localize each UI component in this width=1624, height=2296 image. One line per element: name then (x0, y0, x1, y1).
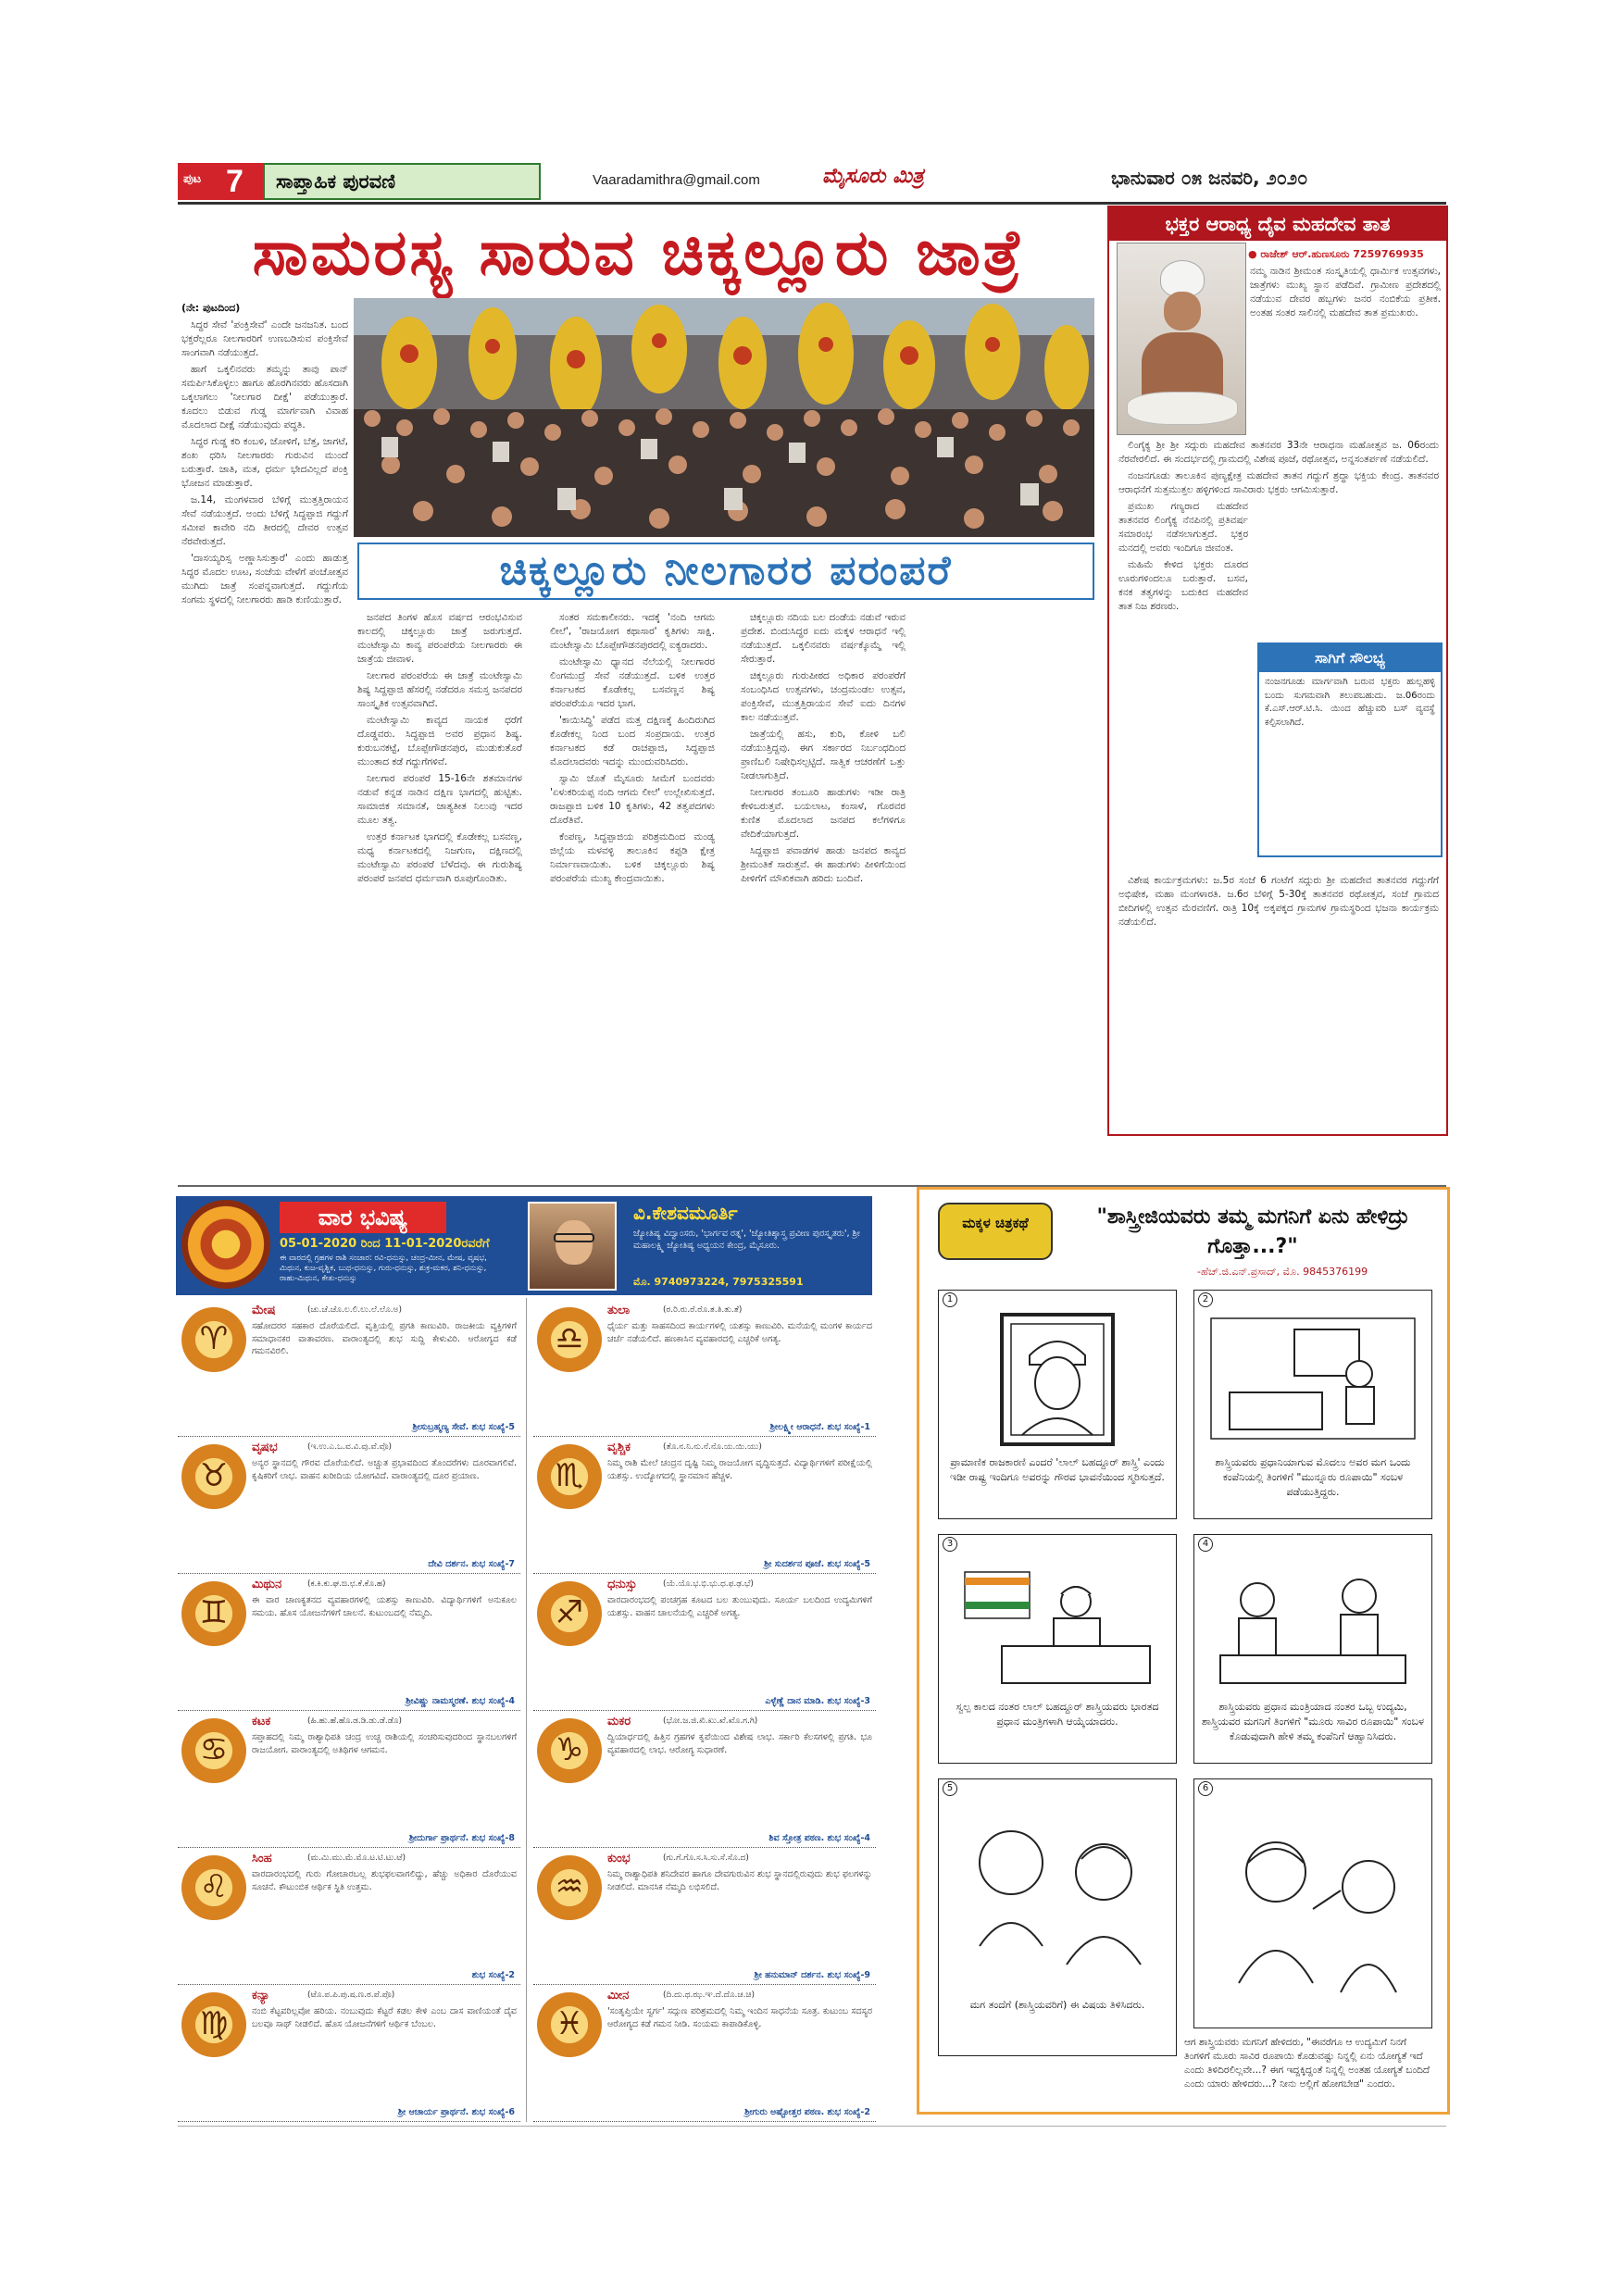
paragraph: ನಂಜನಗೂಡು ತಾಲೂಕಿನ ಪುಣ್ಯಕ್ಷೇತ್ರ ಮಹದೇವ ತಾತನ ಗದ್ದುಗೆ ಶ್ರದ್ಧಾ ಭಕ್ತಿಯ ಕೇಂದ್ರ. ತಾತನವರ ಆರಾಧನೆಗೆ ಸುತ್ತಮುತ್ತಲ ಹಳ್ಳಿಗಳಿಂದ ಸಾವಿರಾರು ಭಕ್ತರು ಆಗಮಿಸುತ್ತಾರೆ. (1118, 470, 1439, 495)
paragraph: 'ದಾಸಯ್ಯರಿಸ್ಸ ಅಣ್ಣಾಸಿಸುತ್ತಾರೆ' ಎಂದು ಹಾಡುತ್ತ ಸಿದ್ಧರ ಮೊದಲ ಊಟ, ಸಂಜೆಯ ವೇಳೆಗೆ ಪಂಚೋತ್ಸವ ಮುಗಿದು ಜಾತ್ರೆ ಸಂಪನ್ನವಾಗುತ್ತದೆ. ಗದ್ದುಗೆಯ ಸಂಗಮ ಸ್ಥಳದಲ್ಲಿ ನೀಲಗಾರರು ಹಾಡಿ ಕುಣಿಯುತ್ತಾರೆ. (181, 553, 348, 605)
sign-letters: (ರ.ರಿ.ರು.ರೆ.ರೊ.ತ.ತಿ.ತು.ತೆ) (663, 1305, 743, 1315)
sign-name: ಮಿಥುನ (252, 1578, 282, 1591)
sign-letters: (ಕ.ಕಿ.ಕು.ಘ.ಙ.ಛ.ಕೆ.ಕೊ.ಹ) (307, 1579, 386, 1589)
paragraph: ನೀಲಗಾರ ಪರಂಪರೆ 15-16ನೇ ಶತಮಾನಗಳ ನಡುವೆ ಕನ್ನಡ ನಾಡಿನ ದಕ್ಷಿಣ ಭಾಗದಲ್ಲಿ ಹುಟ್ಟಿತು. ಸಾಮಾಜಿಕ ಸಮಾನತೆ, ಜಾತ್ಯತೀತ ನಿಲುವು ಇದರ ಮೂಲ ತತ್ವ. (357, 773, 522, 826)
paragraph: 'ಕಾಯಿಸಿದ್ಧಿ' ಪಡೆದ ಮತ್ತ ದಕ್ಷಿಣಕ್ಕೆ ಹಿಂದಿರುಗಿದ ಕೊಡೇಕಲ್ಲ ನಿಂದ ಬಂದ ಸಂಪ್ರದಾಯ. ಉತ್ತರ ಕರ್ನಾಟಕದ ಕಡೆ ರಾಚಪ್ಪಾಜಿ, ಸಿದ್ಧಪ್ಪಾಜಿ ಮೊದಲಾದವರು ಇದನ್ನು ಮುಂದುವರಿಸಿದರು. (550, 715, 715, 767)
comic-credit: -ಹೆಚ್.ಜಿ.ಎನ್.ಪ್ರಸಾದ್, ಮೊ. 9845376199 (1197, 1266, 1368, 1278)
sign-letters: (ಟೊ.ಪ.ಪಿ.ಪು.ಷ.ಣ.ಠ.ಪೆ.ಪೊ) (307, 1990, 395, 2000)
sign-name: ಧನುಸ್ಸು (607, 1578, 638, 1591)
sign-prediction: ವಾರದಾರಂಭದಲ್ಲಿ ಪಂಚಗ್ರಹ ಕೂಟದ ಬಲ ತುಂಬುವುದು. ಸೂರ್ಯ ಬಲದಿಂದ ಉದ್ಯಮಿಗಳಿಗೆ ಯಶಸ್ಸು. ವಾಹನ ಚಾಲನೆಯಲ್ಲಿ ಎಚ್ಚರಿಕೆ ಅಗತ್ಯ. (607, 1595, 872, 1618)
sign-prediction: ನಿಮ್ಮ ರಾಶ್ಯಾಧಿಪತಿ ಶನಿದೇವರ ಹಾಗೂ ದೇವಗುರುವಿನ ಶುಭ ಸ್ಥಾನದಲ್ಲಿರುವುದು ಶುಭ ಫಲಗಳನ್ನು ನೀಡಲಿದೆ. ಮಾನಸಿಕ ನೆಮ್ಮದಿ ಲಭಿಸಲಿದೆ. (607, 1869, 872, 1892)
header-rule (178, 202, 1446, 205)
sign-prediction: ಈ ವಾರ ಚಾಣಕ್ಯತನದ ವ್ಯವಹಾರಗಳಲ್ಲಿ ಯಶಸ್ಸು ಕಾಣುವಿರಿ. ವಿದ್ಯಾರ್ಥಿಗಳಿಗೆ ಅನುಕೂಲ ಸಮಯ. ಹೊಸ ಯೋಜನೆಗಳಿಗೆ ಚಾಲನೆ. ಕುಟುಂಬದಲ್ಲಿ ನೆಮ್ಮದಿ. (252, 1595, 517, 1618)
comic-title: "ಶಾಸ್ತ್ರೀಜಿಯವರು ತಮ್ಮ ಮಗನಿಗೆ ಏನು ಹೇಳಿದ್ರು ಗೊತ್ತಾ...?" (1096, 1205, 1409, 1258)
zodiac-sign-block (533, 1574, 876, 1711)
zodiac-sign-block (533, 1711, 876, 1848)
zodiac-sign-block (533, 1437, 876, 1574)
zodiac-icon: ♒ (537, 1855, 602, 1920)
sign-remedy: ದೇವಿ ದರ್ಶನ. ಶುಭ ಸಂಖ್ಯೆ-7 (428, 1559, 515, 1569)
comic-panel-5 (938, 1778, 1177, 2056)
sign-prediction: ಅನ್ಯರ ಸ್ಥಾನದಲ್ಲಿ ಗೌರವ ದೊರೆಯಲಿದೆ. ಅಚ್ಚುತ ಪ್ರಭಾವದಿಂದ ತೊಂದರೆಗಳು ದೂರವಾಗಲಿವೆ. ಕೃಷಿಕರಿಗೆ ಲಾಭ. ವಾಹನ ಖರೀದಿಯ ಯೋಗವಿದೆ. ವಾರಾಂತ್ಯದಲ್ಲಿ ದೂರ ಪ್ರಯಾಣ. (252, 1458, 517, 1481)
sign-name: ವೃಷಭ (252, 1441, 278, 1454)
paragraph: ಸಂತರ ಸಮಕಾಲೀನರು. ಇದಕ್ಕೆ 'ನಂದಿ ಆಗಮ ಲೀಲೆ', 'ರಾಜಯೋಗ ಕಥಾಸಾರ' ಕೃತಿಗಳು ಸಾಕ್ಷಿ. ಮಂಟೇಸ್ವಾಮಿ ಬೊಪ್ಪೇಗೌಡನಪುರದಲ್ಲಿ ಐಕ್ಯರಾದರು. (550, 612, 715, 651)
zodiac-icon: ♍ (181, 1992, 246, 2057)
paragraph: ಕೆಂಪಣ್ಣ, ಸಿದ್ಧಪ್ಪಾಜಿಯ ಪರಿಶ್ರಮದಿಂದ ಮಂಡ್ಯ ಜಿಲ್ಲೆಯ ಮಳವಳ್ಳಿ ತಾಲೂಕಿನ ಕಪ್ಪಡಿ ಕ್ಷೇತ್ರ ನಿರ್ಮಾಣವಾಯಿತು. ಬಳಿಕ ಚಿಕ್ಕಲ್ಲೂರು ಶಿಷ್ಯ ಪರಂಪರೆಯ ಮುಖ್ಯ ಕೇಂದ್ರವಾಯಿತು. (550, 831, 715, 884)
comic-panel-4 (1193, 1534, 1432, 1764)
paragraph: ನೀಲಗಾರರ ತಂಬೂರಿ ಹಾಡುಗಳು ಇಡೀ ರಾತ್ರಿ ಕೇಳಿಬರುತ್ತವೆ. ಬಯಲಾಟ, ಕಂಸಾಳೆ, ಗೊರವರ ಕುಣಿತ ಮೊದಲಾದ ಜನಪದ ಕಲೆಗಳಿಗೂ ವೇದಿಕೆಯಾಗುತ್ತದೆ. (741, 787, 906, 840)
issue-date: ಭಾನುವಾರ ೦೫ ಜನವರಿ, ೨೦೨೦ (1111, 167, 1308, 189)
sign-remedy: ಶ್ರೀಸುಬ್ರಹ್ಮಣ್ಯ ಸೇವೆ. ಶುಭ ಸಂಖ್ಯೆ-5 (412, 1422, 515, 1432)
zodiac-sign-block (178, 1985, 520, 2122)
comic-tag: ಮಕ್ಕಳ ಚಿತ್ರಕಥೆ (938, 1203, 1053, 1260)
paragraph: ಹಾಗೆ ಒಕ್ಕಲಿನವರು ತಮ್ಮನ್ನು ತಾವು ಪಾನ್ ಸಮರ್ಪಿಸಿಕೊಳ್ಳಲು ಹಾಗೂ ಹೊರಗಿನವರು ಹೊಸದಾಗಿ ಒಕ್ಕಲಾಗಲು 'ನೀಲಗಾರ ದೀಕ್ಷೆ' ಪಡೆಯುತ್ತಾರೆ. ಕೂದಲು ಬಿಡುವ ಗುಡ್ಡ ಮಾರ್ಗವಾಗಿ ವಿವಾಹ ಮೊದಲಾದ ದೀಕ್ಷೆ ನಡೆಯುವುದು ಪದ್ಧತಿ. (181, 364, 348, 430)
paragraph: ಸಿದ್ಧರ ಗುಡ್ಡ ಕರಿ ಕಂಬಳಿ, ಜೋಳಿಗೆ, ಬೆತ್ತ, ಜಾಗಟೆ, ಶಂಖ ಧರಿಸಿ ನೀಲಗಾರರು ಗುರುವಿನ ಮುಂದೆ ಬರುತ್ತಾರೆ. ಜಾತಿ, ಮತ, ಧರ್ಮ ಭೇದವಿಲ್ಲದೆ ಪಂಕ್ತಿ ಭೋಜನ ಮಾಡುತ್ತಾರೆ. (181, 436, 348, 489)
panel-number: 6 (1198, 1781, 1213, 1796)
section-title: ಸಾಪ್ತಾಹಿಕ ಪುರವಣಿ (263, 163, 541, 200)
email-address[interactable]: Vaaradamithra@gmail.com (593, 172, 760, 188)
horoscope-title: ವಾರ ಭವಿಷ್ಯ (280, 1202, 446, 1233)
sign-name: ಮಕರ (607, 1715, 631, 1728)
portrait-frame-illustration (946, 1309, 1168, 1448)
sign-remedy: ಶ್ರೀಗುರು ಅಷ್ಟೋತ್ತರ ಪಠಣ. ಶುಭ ಸಂಖ್ಯೆ-2 (744, 2107, 870, 2117)
zodiac-icon: ♐ (537, 1581, 602, 1646)
sign-remedy: ಶ್ರೀ ಸುದರ್ಶನ ಪೂಜೆ. ಶುಭ ಸಂಖ್ಯೆ-5 (764, 1559, 870, 1569)
panel-number: 1 (943, 1292, 957, 1307)
profile-body (1118, 439, 1439, 617)
comic-panel-3 (938, 1534, 1177, 1764)
paragraph: ವಿಶೇಷ ಕಾರ್ಯಕ್ರಮಗಳು: ಜ.5ರ ಸಂಜೆ 6 ಗಂಟೆಗೆ ಸದ್ಗುರು ಶ್ರೀ ಮಹದೇವ ತಾತನವರ ಗದ್ದುಗೆಗೆ ಅಭಿಷೇಕ, ಮಹಾ ಮಂಗಳಾರತಿ. ಜ.6ರ ಬೆಳಿಗ್ಗೆ 5-30ಕ್ಕೆ ತಾತನವರ ರಥೋತ್ಸವ, ಸಂಜೆ ಗ್ರಾಮದ ಬೀದಿಗಳಲ್ಲಿ ಉತ್ಸವ ಮೆರವಣಿಗೆ. ರಾತ್ರಿ 10ಕ್ಕೆ ಅಕ್ಕಪಕ್ಕದ ಗ್ರಾಮಗಳ ಗ್ರಾಮಸ್ಥರಿಂದ ಭಜನಾ ಕಾರ್ಯಕ್ರಮ ನಡೆಯಲಿದೆ. (1118, 875, 1439, 928)
sign-letters: (ಮ.ಮಿ.ಮು.ಮೆ.ಮೊ.ಟ.ಟಿ.ಟು.ಟೆ) (307, 1853, 406, 1863)
page-label: ಪುಟ (183, 172, 202, 186)
sign-letters: (ಚು.ಚೆ.ಚೊ.ಲ.ಲಿ.ಲು.ಲೆ.ಲೊ.ಅ) (307, 1305, 402, 1315)
astrologer-phone: ಮೊ. 9740973224, 7975325591 (633, 1276, 804, 1288)
panel-caption: ಶಾಸ್ತ್ರಿಯವರು ಪ್ರಧಾನಿಯಾಗುವ ಮೊದಲು ಅವರ ಮಗ ಒಂದು ಕಂಪೆನಿಯಲ್ಲಿ ತಿಂಗಳಿಗೆ "ಮುನ್ನೂರು ರೂಪಾಯಿ" ಸಂಬಳ ಪಡೆಯುತ್ತಿದ್ದರು. (1215, 1456, 1411, 1498)
zodiac-sign-block (178, 1848, 520, 1985)
inset-title: ಸಾಗಿಗೆ ಸೌಲಭ್ಯ (1259, 644, 1441, 672)
masthead-logo: ಮೈಸೂರು ಮಿತ್ರ (822, 165, 924, 188)
panel-caption: ಸ್ವಲ್ಪ ಕಾಲದ ನಂತರ ಲಾಲ್ ಬಹದ್ದೂರ್ ಶಾಸ್ತ್ರಿಯವರು ಭಾರತದ ಪ್ರಧಾನ ಮಂತ್ರಿಗಳಾಗಿ ಆಯ್ಕೆಯಾದರು. (956, 1701, 1159, 1728)
sign-remedy: ಶುಭ ಸಂಖ್ಯೆ-2 (471, 1970, 515, 1980)
panel-number: 2 (1198, 1292, 1213, 1307)
saint-portrait-photo (1117, 243, 1246, 435)
paragraph: ಚಿಕ್ಕಲ್ಲೂರು ನದಿಯ ಬಲ ದಂಡೆಯ ನಡುವೆ ಇರುವ ಪ್ರದೇಶ. ಬಿಂದುಸಿದ್ಧರ ಐದು ಮಕ್ಕಳ ಆರಾಧನೆ ಇಲ್ಲಿ ನಡೆಯುತ್ತದೆ. ಒಕ್ಕಲಿನವರು ವರ್ಷಕ್ಕೊಮ್ಮೆ ಇಲ್ಲಿ ಸೇರುತ್ತಾರೆ. (741, 612, 906, 665)
zodiac-sign-block (178, 1437, 520, 1574)
paragraph: ಉತ್ತರ ಕರ್ನಾಟಕ ಭಾಗದಲ್ಲಿ ಕೊಡೇಕಲ್ಲ ಬಸವಣ್ಣ, ಮಧ್ಯ ಕರ್ನಾಟಕದಲ್ಲಿ ನಿಜಗುಣ, ದಕ್ಷಿಣದಲ್ಲಿ ಮಂಟೇಸ್ವಾಮಿ ಪರಂಪರೆ ಬೆಳೆದವು. ಈ ಗುರುಶಿಷ್ಯ ಪರಂಪರೆ ಜನಪದ ಧರ್ಮವಾಗಿ ರೂಪುಗೊಂಡಿತು. (357, 831, 522, 884)
sign-name: ಕಟಕ (252, 1715, 271, 1728)
zodiac-sign-block (533, 1300, 876, 1437)
father-son-illustration (946, 1798, 1168, 1983)
sign-remedy: ಶ್ರೀವಿಷ್ಣು ನಾಮಸ್ಮರಣೆ. ಶುಭ ಸಂಖ್ಯೆ-4 (406, 1696, 515, 1706)
paragraph: ಮಂಟೇಸ್ವಾಮಿ ಧ್ಯಾನದ ನೆಲೆಯಲ್ಲಿ ನೀಲಗಾರರ ಲಿಂಗಮುದ್ರೆ ಸೇವೆ ನಡೆಯುತ್ತದೆ. ಬಳಿಕ ಉತ್ತರ ಕರ್ನಾಟಕದ ಕೊಡೇಕಲ್ಲ ಬಸವಣ್ಣನ ಶಿಷ್ಯ ಪರಂಪರೆಯೂ ಇದರ ಭಾಗ. (550, 656, 715, 709)
sign-prediction: ದ್ವಿಯಾರ್ಧದಲ್ಲಿ ಹಿತ್ತಿನ ಗ್ರಹಗಳ ಕೃಪೆಯಿಂದ ವಿಶೇಷ ಲಾಭ. ಸರ್ಕಾರಿ ಕೆಲಸಗಳಲ್ಲಿ ಪ್ರಗತಿ. ಭೂ ವ್ಯವಹಾರದಲ್ಲಿ ಲಾಭ. ಆರೋಗ್ಯ ಸುಧಾರಣೆ. (607, 1732, 872, 1755)
footer-rule (178, 2126, 1446, 2127)
paragraph: ಜಾತ್ರೆಯಲ್ಲಿ ಹಸು, ಕುರಿ, ಕೋಳಿ ಬಲಿ ನಡೆಯುತ್ತಿದ್ದವು. ಈಗ ಸರ್ಕಾರದ ನಿರ್ಬಂಧದಿಂದ ಪ್ರಾಣಿಬಲಿ ನಿಷೇಧಿಸಲ್ಪಟ್ಟಿದೆ. ಸಾತ್ವಿಕ ಆಚರಣೆಗೆ ಒತ್ತು ನೀಡಲಾಗುತ್ತಿದೆ. (741, 729, 906, 781)
zodiac-icon: ♈ (181, 1307, 246, 1372)
zodiac-sign-block (178, 1711, 520, 1848)
sign-name: ಸಿಂಹ (252, 1852, 272, 1866)
zodiac-icon: ♌ (181, 1855, 246, 1920)
profile-box (1107, 206, 1448, 1136)
paragraph: ಮಂಟೇಸ್ವಾಮಿ ಕಾವ್ಯದ ನಾಯಕ ಧರೆಗೆ ದೊಡ್ಡವರು. ಸಿದ್ಧಪ್ಪಾಜಿ ಅವರ ಪ್ರಧಾನ ಶಿಷ್ಯ. ಕುರುಬನಕಟ್ಟೆ, ಬೊಪ್ಪೇಗೌಡನಪುರ, ಮುಡುಕುತೊರೆ ಮುಂತಾದ ಕಡೆ ಗದ್ದುಗೆಗಳಿವೆ. (357, 715, 522, 767)
panel-number: 4 (1198, 1537, 1213, 1552)
sign-name: ಕುಂಭ (607, 1852, 631, 1866)
sign-prediction: ಸಪ್ತಾಹದಲ್ಲಿ ನಿಮ್ಮ ರಾಶ್ಯಾಧಿಪತಿ ಚಂದ್ರ ಉಚ್ಚ ರಾಶಿಯಲ್ಲಿ ಸಂಚರಿಸುವುದರಿಂದ ಸ್ಥಾನಬಲಗಳಿಗೆ ರಾಜಯೋಗ. ವಾರಾಂತ್ಯದಲ್ಲಿ ಅತಿಥಿಗಳ ಆಗಮನ. (252, 1732, 517, 1755)
zodiac-icon: ♉ (181, 1444, 246, 1509)
comic-panel-6 (1193, 1778, 1432, 2028)
comic-panel-1 (938, 1290, 1177, 1519)
paragraph: ಜ.14, ಮಂಗಳವಾರ ಬೆಳಿಗ್ಗೆ ಮುತ್ತತ್ತಿರಾಯನ ಸೇವೆ ನಡೆಯುತ್ತದೆ. ಅಂದು ಬೆಳಿಗ್ಗೆ ಸಿದ್ಧಪ್ಪಾಜಿ ಗದ್ದುಗೆ ಸಮೀಪ ಕಾವೇರಿ ನದಿ ತೀರದಲ್ಲಿ ದೇವರ ಉತ್ಸವ ನೆರವೇರುತ್ತದೆ. (181, 494, 348, 547)
panel-caption: ಪ್ರಾಮಾಣಿಕ ರಾಜಕಾರಣಿ ಎಂದರೆ 'ಲಾಲ್ ಬಹದ್ದೂರ್ ಶಾಸ್ತ್ರಿ' ಎಂದು ಇಡೀ ರಾಷ್ಟ್ರ ಇಂದಿಗೂ ಅವರನ್ನು ಗೌರವ ಭಾವನೆಯಿಂದ ಸ್ಮರಿಸುತ್ತದೆ. (950, 1456, 1165, 1483)
sign-remedy: ಶ್ರೀ ಹನುಮಾನ್ ದರ್ಶನ. ಶುಭ ಸಂಖ್ಯೆ-9 (754, 1970, 870, 1980)
sign-prediction: ವಾರದಾರಂಭದಲ್ಲಿ ಗುರು ಗೋಚಾರಬಲ್ಲ ಶುಭಫಲವಾಗಲಿದ್ದು, ಹೆಚ್ಚು ಅಧಿಕಾರ ದೊರೆಯುವ ಸೂಚನೆ. ಕೌಟುಂಬಿಕ ಆರ್ಥಿಕ ಸ್ಥಿತಿ ಉತ್ತಮ. (252, 1869, 517, 1892)
zodiac-icon: ♋ (181, 1718, 246, 1783)
sign-name: ಮೇಷ (252, 1304, 276, 1317)
zodiac-icon: ♓ (537, 1992, 602, 2057)
sign-letters: (ಇ.ಉ.ಎ.ಒ.ವ.ವಿ.ವು.ವೆ.ವೊ) (307, 1442, 393, 1452)
sign-prediction: ನಿಮ್ಮ ರಾಶಿ ಮೇಲೆ ಚಂದ್ರನ ದೃಷ್ಟಿ ನಿಮ್ಮ ರಾಜಯೋಗ ವೃದ್ಧಿಸುತ್ತದೆ. ವಿದ್ಯಾರ್ಥಿಗಳಿಗೆ ಪರೀಕ್ಷೆಯಲ್ಲಿ ಯಶಸ್ಸು. ಉದ್ಯೋಗದಲ್ಲಿ ಸ್ಥಾನಮಾನ ಹೆಚ್ಚಳ. (607, 1458, 872, 1481)
panel-caption: ಶಾಸ್ತ್ರಿಯವರು ಪ್ರಧಾನ ಮಂತ್ರಿಯಾದ ನಂತರ ಒಬ್ಬ ಉದ್ಯಮಿ, ಶಾಸ್ತ್ರಿಯವರ ಮಗನಿಗೆ ತಿಂಗಳಿಗೆ "ಮೂರು ಸಾವಿರ ರೂಪಾಯಿ" ಸಂಬಳ ಕೊಡುವುದಾಗಿ ಹೇಳಿ ತಮ್ಮ ಕಂಪೆನಿಗೆ ಆಹ್ವಾನಿಸಿದರು. (1202, 1701, 1424, 1742)
astrologer-info: ಜ್ಯೋತಿಷ್ಯ ವಿದ್ವಾಂಸರು, 'ಭಾರ್ಗವ ರತ್ನ', 'ಜ್ಯೋತಿಶ್ಶಾಸ್ತ್ರ ಪ್ರವೀಣ ಪುರಸ್ಕೃತರು', ಶ್ರೀ ಮಹಾಲಕ್ಷ್ಮಿ ಜ್ಯೋತಿಷ್ಯ ಅಧ್ಯಯನ ಕೇಂದ್ರ, ಮೈಸೂರು. (633, 1229, 860, 1251)
children-comic (917, 1187, 1450, 2115)
zodiac-wheel-icon (181, 1200, 270, 1289)
horoscope-date-range: 05-01-2020 ರಿಂದ 11-01-2020ರವರೆಗೆ (280, 1237, 490, 1251)
sign-name: ಮೀನ (607, 1989, 630, 2003)
zodiac-icon: ♑ (537, 1718, 602, 1783)
planet-positions: ಈ ವಾರದಲ್ಲಿ ಗ್ರಹಗಳ ರಾಶಿ ಸಂಚಾರ: ರವಿ-ಧನುಸ್ಸು, ಚಂದ್ರ-ಮೀನ, ಮೇಷ, ವೃಷಭ, ಮಿಥುನ, ಕುಜ-ವೃಶ್ಚಿಕ, ಬುಧ-ಧನುಸ್ಸು, ಗುರು-ಧನುಸ್ಸು, ಶುಕ್ರ-ಮಕರ, ಶನಿ-ಧನುಸ್ಸು, ರಾಹು-ಮಿಥುನ, ಕೇತು-ಧನುಸ್ಸು (280, 1254, 487, 1283)
astrologer-photo (528, 1202, 617, 1291)
article-column-1 (357, 611, 522, 889)
panel-number: 3 (943, 1537, 957, 1552)
page-number: 7 (226, 164, 244, 199)
sign-name: ವೃಶ್ಚಿಕ (607, 1441, 631, 1454)
profile-lead: ನಮ್ಮ ನಾಡಿನ ಶ್ರೀಮಂತ ಸಂಸ್ಕೃತಿಯಲ್ಲಿ ಧಾರ್ಮಿಕ ಉತ್ಸವಗಳು, ಜಾತ್ರೆಗಳು ಮುಖ್ಯ ಸ್ಥಾನ ಪಡೆದಿವೆ. ಗ್ರಾಮೀಣ ಪ್ರದೇಶದಲ್ಲಿ ನಡೆಯುವ ದೇವರ ಹಬ್ಬಗಳು ಜನರ ನಂಬಿಕೆಯ ಪ್ರತೀಕ. ಅಂತಹ ಸಂತರ ಸಾಲಿನಲ್ಲಿ ಮಹದೇವ ತಾತ ಪ್ರಮುಖರು. (1250, 266, 1441, 318)
sign-remedy: ಶ್ರೀದುರ್ಗಾ ಪ್ರಾರ್ಥನೆ. ಶುಭ ಸಂಖ್ಯೆ-8 (408, 1833, 515, 1843)
sign-remedy: ಶಿವ ಸ್ತೋತ್ರ ಪಠಣ. ಶುಭ ಸಂಖ್ಯೆ-4 (768, 1833, 870, 1843)
office-illustration (1202, 1309, 1424, 1448)
zodiac-icon: ♊ (181, 1581, 246, 1646)
sign-remedy: ಎಳ್ಳೆಣ್ಣೆ ದಾನ ಮಾಡಿ. ಶುಭ ಸಂಖ್ಯೆ-3 (765, 1696, 870, 1706)
continued-from: (ನೇ: ಪುಟದಿಂದ) (181, 302, 241, 314)
sign-name: ಕನ್ಯಾ (252, 1989, 270, 2003)
zodiac-icon: ♏ (537, 1444, 602, 1509)
main-headline: ಸಾಮರಸ್ಯ ಸಾರುವ ಚಿಕ್ಕಲ್ಲೂರು ಜಾತ್ರೆ (252, 217, 1025, 290)
profile-events (1118, 874, 1439, 932)
sign-prediction: ಧೈರ್ಯ ಮತ್ತು ಸಾಹಸದಿಂದ ಕಾರ್ಯಗಳಲ್ಲಿ ಯಶಸ್ಸು ಕಾಣುವಿರಿ. ಮನೆಯಲ್ಲಿ ಮಂಗಳ ಕಾರ್ಯದ ಚರ್ಚೆ ನಡೆಯಲಿದೆ. ಹಣಕಾಸಿನ ವ್ಯವಹಾರದಲ್ಲಿ ಎಚ್ಚರಿಕೆ ಅಗತ್ಯ. (607, 1321, 872, 1344)
paragraph: ಮಹಿಮೆ ಕೇಳಿದ ಭಕ್ತರು ದೂರದ ಊರುಗಳಿಂದಲೂ ಬರುತ್ತಾರೆ. ಬಸವ, ಕನಕ ತತ್ವಗಳನ್ನು ಬದುಕಿದ ಮಹದೇವ ತಾತ ನಿಜ ಶರಣರು. (1118, 559, 1248, 612)
article-column-2 (550, 611, 715, 889)
sign-remedy: ಶ್ರೀ ಆಚಾರ್ಯ ಪ್ರಾರ್ಥನೆ. ಶುಭ ಸಂಖ್ಯೆ-6 (397, 2107, 515, 2117)
zodiac-sign-block (533, 1848, 876, 1985)
subheadline: ಚಿಕ್ಕಲ್ಲೂರು ನೀಲಗಾರರ ಪರಂಪರೆ (357, 543, 1094, 600)
profile-byline: ● ರಾಜೇಶ್ ಆರ್.ಹುಣಸೂರು 7259769935 (1248, 248, 1424, 260)
paragraph: ಪ್ರಮುಖ ಗಣ್ಯರಾದ ಮಹದೇವ ತಾತನವರ ಲಿಂಗೈಕ್ಯ ನೆನಪಿನಲ್ಲಿ ಪ್ರತಿವರ್ಷ ಸಮಾರಂಭ ನಡೆಸಲಾಗುತ್ತದೆ. ಭಕ್ತರ ಮನದಲ್ಲಿ ಅವರು ಇಂದಿಗೂ ಜೀವಂತ. (1118, 501, 1248, 554)
sign-letters: (ಭೋ.ಜ.ಜಿ.ಖಿ.ಖು.ಖೆ.ಖೊ.ಗ.ಗಿ) (663, 1716, 758, 1726)
sign-prediction: ಸಹೋದರರ ಸಹಕಾರ ದೊರೆಯಲಿದೆ. ವೃತ್ತಿಯಲ್ಲಿ ಪ್ರಗತಿ ಕಾಣುವಿರಿ. ರಾಜಕೀಯ ವ್ಯಕ್ತಿಗಳಿಗೆ ಸಮಾಧಾನಕರ ವಾತಾವರಣ. ವಾರಾಂತ್ಯದಲ್ಲಿ ಶುಭ ಸುದ್ದಿ ಕೇಳುವಿರಿ. ಆರೋಗ್ಯದ ಕಡೆ ಗಮನವಿರಲಿ. (252, 1321, 517, 1356)
paragraph: ಚಿಕ್ಕಲ್ಲೂರು ಗುರುಪೀಠದ ಅಧಿಕಾರ ಪರಂಪರೆಗೆ ಸಂಬಂಧಿಸಿದ ಉತ್ಸವಗಳು, ಚಂದ್ರಮಂಡಲ ಉತ್ಸವ, ಪಂಕ್ತಿಸೇವೆ, ಮುತ್ತತ್ತಿರಾಯನ ಸೇವೆ ಐದು ದಿನಗಳ ಕಾಲ ನಡೆಯುತ್ತವೆ. (741, 670, 906, 723)
zodiac-sign-block (178, 1300, 520, 1437)
paragraph: ಜನಪದ ತಿಂಗಳ ಹೊಸ ವರ್ಷದ ಆರಂಭವಿಸುವ ಕಾಲದಲ್ಲಿ ಚಿಕ್ಕಲ್ಲೂರು ಜಾತ್ರೆ ಜರುಗುತ್ತದೆ. ಮಂಟೇಸ್ವಾಮಿ ಕಾವ್ಯ ಪರಂಪರೆಯ ನೀಲಗಾರರು ಈ ಜಾತ್ರೆಯ ಜೀವಾಳ. (357, 612, 522, 665)
horoscope-divider (526, 1298, 527, 2122)
horoscope-banner (176, 1196, 872, 1295)
inset-text: ನಂಜನಗೂಡು ಮಾರ್ಗವಾಗಿ ಬರುವ ಭಕ್ತರು ಹುಲ್ಲಹಳ್ಳಿ ಬಂದು ಸುಗಮವಾಗಿ ತಲುಪಬಹುದು. ಜ.06ರಂದು ಕೆ.ಎಸ್.ಆರ್.ಟಿ.ಸಿ. ಯಿಂದ ಹೆಚ್ಚುವರಿ ಬಸ್ ವ್ಯವಸ್ಥೆ ಕಲ್ಪಿಸಲಾಗಿದೆ. (1265, 677, 1435, 728)
article-column-3 (741, 611, 906, 889)
businessman-offer-illustration (1202, 1554, 1424, 1692)
sign-letters: (ಹಿ.ಹು.ಹೆ.ಹೊ.ಡ.ಡಿ.ಡು.ಡೆ.ಡೊ) (307, 1716, 403, 1726)
panel-caption: ಮಗ ತಂದೆಗೆ (ಶಾಸ್ತ್ರಿಯವರಿಗೆ) ಈ ವಿಷಯ ತಿಳಿಸಿದರು. (969, 1999, 1145, 2011)
transport-inset (1257, 643, 1443, 857)
zodiac-sign-block (533, 1985, 876, 2122)
sign-letters: (ದಿ.ದು.ಥ.ಝ.ಞ.ದೆ.ದೊ.ಚ.ಚಿ) (663, 1990, 755, 2000)
zodiac-sign-block (178, 1574, 520, 1711)
sign-remedy: ಶ್ರೀಲಕ್ಷ್ಮೀ ಆರಾಧನೆ. ಶುಭ ಸಂಖ್ಯೆ-1 (769, 1422, 870, 1432)
sign-prediction: ನಂಬಿ ಕೆಟ್ಟವರಿಲ್ಲವೋ ಹರಿಯ. ನಂಬುವುದು ಕೆಟ್ಟರೆ ಕಡಲ ಕೇಳಿ ಎಂಬ ದಾಸ ವಾಣಿಯಂತೆ ದೈವ ಬಲವೂ ಸಾಥ್ ನೀಡಲಿದೆ. ಹೊಸ ಯೋಜನೆಗಳಿಗೆ ಆರ್ಥಿಕ ಬೆಂಬಲ. (252, 2006, 517, 2029)
paragraph: ಸ್ವಾಮಿ ಜೊತೆ ಮೈಸೂರು ಸೀಮೆಗೆ ಬಂದವರು 'ಏಳುಕರಿಯಪ್ಪ ನಂದಿ ಆಗಮ ಲೀಲೆ' ಉಲ್ಲೇಖಿಸುತ್ತದೆ. ರಾಜಪ್ಪಾಜಿ ಬಳಿಕ 10 ಕೃತಿಗಳು, 42 ತತ್ವಪದಗಳು ದೊರೆತಿವೆ. (550, 773, 715, 826)
final-caption: ಆಗ ಶಾಸ್ತ್ರಿಯವರು ಮಗನಿಗೆ ಹೇಳಿದರು, "ಈವರೆಗೂ ಆ ಉದ್ಯಮಿಗೆ ನಿನಗೆ ತಿಂಗಳಿಗೆ ಮೂರು ಸಾವಿರ ರೂಪಾಯಿ ಕೊಡುವಷ್ಟು ನಿನ್ನಲ್ಲಿ ಏನು ಯೋಗ್ಯತೆ ಇದೆ ಎಂದು ತಿಳಿದಿರಲಿಲ್ಲವೇ...? ಈಗ ಇದ್ದಕ್ಕಿದ್ದಂತೆ ನಿನ್ನಲ್ಲಿ ಅಂತಹ ಯೋಗ್ಯತೆ ಬಂದಿದೆ ಎಂದು ಯಾರು ಹೇಳಿದರು...? ನೀನು ಅಲ್ಲಿಗೆ ಹೋಗಬೇಡ" ಎಂದರು. (1184, 2037, 1430, 2090)
jatre-crowd-photo (354, 298, 1094, 537)
sign-letters: (ತೊ.ನ.ನಿ.ನು.ನೆ.ನೊ.ಯ.ಯಿ.ಯು) (663, 1442, 762, 1452)
paragraph: ಸಿದ್ಧರ ಸೇವೆ 'ಪಂಕ್ತಿಸೇವೆ' ಎಂದೇ ಜನಜನಿತ. ಬಂದ ಭಕ್ತರೆಲ್ಲರೂ ನೀಲಗಾರರಿಗೆ ಉಣಬಡಿಸುವ ಪಂಕ್ತಿಸೇವೆ ಸಾಂಗವಾಗಿ ನಡೆಯುತ್ತದೆ. (181, 319, 348, 358)
sign-prediction: 'ಸಂತೃಪ್ತಿಯೇ ಸ್ವರ್ಗ' ಸದ್ಗುಣ ಪರಿಶ್ರಮದಲ್ಲಿ ನಿಮ್ಮ ಇಂದಿನ ಸಾಧನೆಯ ಸೂತ್ರ. ಕುಟುಂಬ ಸದಸ್ಯರ ಆರೋಗ್ಯದ ಕಡೆ ಗಮನ ನೀಡಿ. ಸಂಯಮ ಕಾಪಾಡಿಕೊಳ್ಳಿ. (607, 2006, 872, 2029)
sign-letters: (ಗು.ಗೆ.ಗೊ.ಸ.ಸಿ.ಸು.ಸೆ.ಸೊ.ದ) (663, 1853, 749, 1863)
sign-letters: (ಯೆ.ಯೊ.ಭ.ಭಿ.ಭು.ಧ.ಫ.ಢ.ಭೆ) (663, 1579, 754, 1589)
paragraph: ಸಿದ್ದಪ್ಪಾಜಿ ಪವಾಡಗಳ ಹಾಡು ಜನಪದ ಕಾವ್ಯದ ಶ್ರೀಮಂತಿಕೆ ಸಾರುತ್ತವೆ. ಈ ಹಾಡುಗಳು ಪೀಳಿಗೆಯಿಂದ ಪೀಳಿಗೆಗೆ ಮೌಖಿಕವಾಗಿ ಹರಿದು ಬಂದಿವೆ. (741, 845, 906, 884)
paragraph: ನೀಲಗಾರ ಪರಂಪರೆಯ ಈ ಜಾತ್ರೆ ಮಂಟೇಸ್ವಾಮಿ ಶಿಷ್ಯ ಸಿದ್ದಪ್ಪಾಜಿ ಹೆಸರಲ್ಲಿ ನಡೆದರೂ ಸಮಸ್ತ ಜನಪದರ ಸಾಂಸ್ಕೃತಿಕ ಉತ್ಸವವಾಗಿದೆ. (357, 670, 522, 709)
comic-panel-2 (1193, 1290, 1432, 1519)
astrologer-name: ವಿ.ಕೇಶವಮೂರ್ತಿ (633, 1202, 738, 1224)
left-column (181, 318, 348, 610)
profile-box-title: ಭಕ್ತರ ಆರಾಧ್ಯ ದೈವ ಮಹದೇವ ತಾತ (1109, 207, 1446, 241)
sign-name: ತುಲಾ (607, 1304, 631, 1317)
panel-number: 5 (943, 1781, 957, 1796)
prime-minister-illustration (946, 1554, 1168, 1692)
shastri-advice-illustration (1202, 1798, 1424, 2011)
zodiac-icon: ♎ (537, 1307, 602, 1372)
paragraph: ಲಿಂಗೈಕ್ಯ ಶ್ರೀ ಶ್ರೀ ಸದ್ಗುರು ಮಹದೇವ ತಾತನವರ 33ನೇ ಆರಾಧನಾ ಮಹೋತ್ಸವ ಜ. 06ರಂದು ನೆರವೇರಲಿದೆ. ಈ ಸಂದರ್ಭದಲ್ಲಿ ಗ್ರಾಮದಲ್ಲಿ ವಿಶೇಷ ಪೂಜೆ, ರಥೋತ್ಸವ, ಅನ್ನಸಂತರ್ಪಣೆ ನಡೆಯಲಿದೆ. (1118, 440, 1439, 465)
page-number-badge (178, 163, 263, 200)
